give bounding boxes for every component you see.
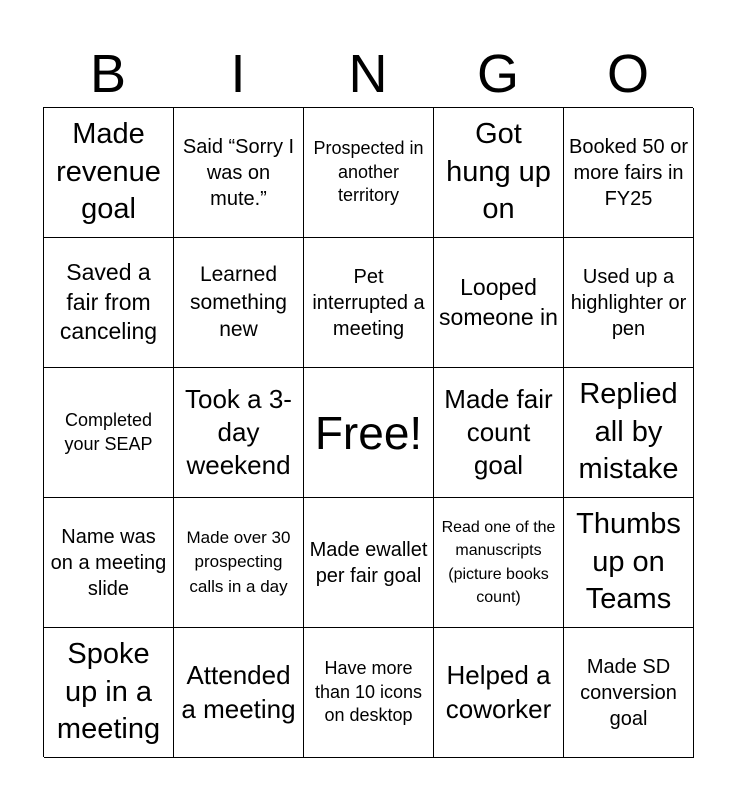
bingo-cell-r4c1[interactable]	[44, 498, 174, 628]
cell-text: Replied all by mistake	[578, 377, 679, 486]
bingo-cell-r3c1[interactable]	[44, 368, 174, 498]
cell-text: Prospected in another territory	[313, 138, 424, 206]
bingo-cell-r1c5[interactable]	[564, 108, 694, 238]
bingo-cell-r3c4[interactable]	[434, 368, 564, 498]
cell-text: Thumbs up on Teams	[576, 507, 681, 616]
cell-text: Said “Sorry I was on mute.”	[182, 135, 295, 210]
bingo-cell-r4c2[interactable]	[174, 498, 304, 628]
bingo-cell-r1c2[interactable]	[174, 108, 304, 238]
bingo-cell-r5c1[interactable]	[44, 628, 174, 758]
cell-text: Used up a highlighter or pen	[570, 265, 687, 340]
cell-text: Booked 50 or more fairs in FY25	[569, 135, 688, 210]
bingo-cell-r2c4[interactable]	[434, 238, 564, 368]
bingo-cell-r3c2[interactable]	[174, 368, 304, 498]
bingo-cell-r2c3[interactable]	[304, 238, 434, 368]
bingo-cell-r2c5[interactable]	[564, 238, 694, 368]
cell-text: Have more than 10 icons on desktop	[314, 658, 423, 726]
free-space-text: Free!	[314, 406, 423, 459]
cell-text: Made revenue goal	[56, 117, 161, 226]
cell-text: Attended a meeting	[181, 660, 296, 724]
bingo-cell-r4c4[interactable]	[434, 498, 564, 628]
bingo-cell-r5c4[interactable]	[434, 628, 564, 758]
header-letter-o: O	[606, 44, 649, 104]
header-letter-b: B	[89, 44, 127, 104]
bingo-board	[43, 107, 693, 757]
header-letter-g: G	[476, 44, 519, 104]
bingo-cell-r3c5[interactable]	[564, 368, 694, 498]
cell-text: Made ewallet per fair goal	[309, 538, 428, 587]
bingo-header	[43, 40, 693, 108]
cell-text: Made over 30 prospecting calls in a day	[186, 527, 291, 596]
header-letter-n: N	[348, 44, 388, 104]
cell-text: Helped a coworker	[445, 660, 552, 724]
bingo-cell-r2c1[interactable]	[44, 238, 174, 368]
cell-text: Learned something new	[190, 262, 287, 342]
cell-text: Looped someone in	[439, 273, 558, 330]
cell-text: Got hung up on	[446, 117, 551, 226]
bingo-cell-r4c3[interactable]	[304, 498, 434, 628]
bingo-cell-r1c1[interactable]	[44, 108, 174, 238]
bingo-cell-r5c5[interactable]	[564, 628, 694, 758]
bingo-cell-r1c3[interactable]	[304, 108, 434, 238]
header-letter-i: I	[230, 44, 246, 104]
cell-text: Made SD conversion goal	[580, 655, 677, 730]
cell-text: Saved a fair from canceling	[59, 258, 158, 345]
cell-text: Took a 3-day weekend	[185, 383, 292, 481]
bingo-cell-r2c2[interactable]	[174, 238, 304, 368]
bingo-cell-r5c2[interactable]	[174, 628, 304, 758]
cell-text: Spoke up in a meeting	[56, 637, 161, 746]
cell-text: Pet interrupted a meeting	[312, 265, 425, 340]
cell-text: Name was on a meeting slide	[50, 525, 167, 600]
bingo-cell-r4c5[interactable]	[564, 498, 694, 628]
bingo-cell-r3c3[interactable]	[304, 368, 434, 498]
cell-text: Read one of the manuscripts (picture books count)	[441, 519, 556, 606]
bingo-cell-r1c4[interactable]	[434, 108, 564, 238]
cell-text: Made fair count goal	[444, 383, 553, 481]
bingo-cell-r5c3[interactable]	[304, 628, 434, 758]
cell-text: Completed your SEAP	[64, 410, 153, 454]
